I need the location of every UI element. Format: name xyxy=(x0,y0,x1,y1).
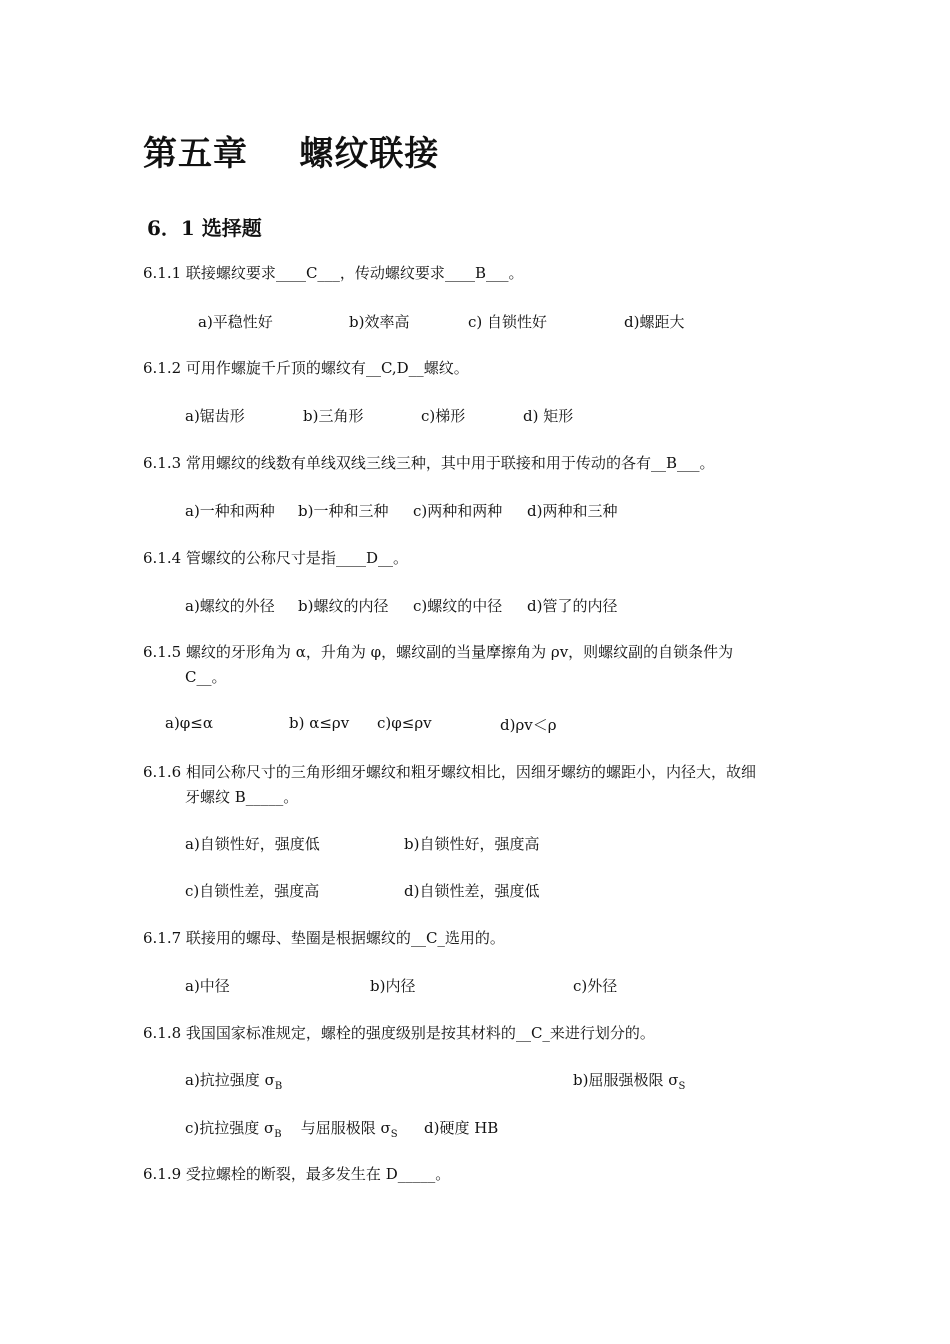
option-d: d)硬度 HB xyxy=(424,1119,499,1137)
question-6-1-5: 6.1.5 螺纹的牙形角为 α，升角为 φ，螺纹副的当量摩擦角为 ρv，则螺纹副的自锁条件为 xyxy=(143,643,734,661)
option-c: c)外径 xyxy=(573,977,618,995)
option-a: a)自锁性好，强度低 xyxy=(185,835,320,853)
option-a: a)平稳性好 xyxy=(198,313,273,331)
option-c: c)φ≤ρv xyxy=(377,714,432,732)
question-6-1-7: 6.1.7 联接用的螺母、垫圈是根据螺纹的__C_选用的。 xyxy=(143,929,505,947)
question-6-1-6-cont: 牙螺纹 B_____。 xyxy=(185,788,299,806)
option-c: c)抗拉强度 $\sigma_B$ 与屈服极限 $\sigma_S$ xyxy=(185,1119,398,1140)
option-b: b)三角形 xyxy=(303,407,364,425)
option-d: d)两种和三种 xyxy=(527,502,618,520)
answer-blank: _____ xyxy=(245,788,284,806)
option-a: a)中径 xyxy=(185,977,230,995)
option-a: a)φ≤α xyxy=(165,714,213,732)
answer-blank: ____C___ xyxy=(275,264,340,282)
answer-blank: ____D__ xyxy=(335,549,393,567)
question-6-1-8: 6.1.8 我国国家标准规定，螺栓的强度级别是按其材料的__C_来进行划分的。 xyxy=(143,1024,655,1042)
option-d: d)管了的内径 xyxy=(527,597,618,615)
option-b: b)屈服强极限 $\sigma_S$ xyxy=(573,1071,686,1092)
answer-blank: C__ xyxy=(185,668,212,686)
option-a: a)锯齿形 xyxy=(185,407,245,425)
chapter-title: 第五章 螺纹联接 xyxy=(143,134,440,174)
option-b: b) α≤ρv xyxy=(289,714,350,732)
option-d: d)自锁性差，强度低 xyxy=(404,882,540,900)
question-6-1-4: 6.1.4 管螺纹的公称尺寸是指____D__。 xyxy=(143,549,408,567)
option-c: c)自锁性差，强度高 xyxy=(185,882,320,900)
question-6-1-6: 6.1.6 相同公称尺寸的三角形细牙螺纹和粗牙螺纹相比，因细牙螺纺的螺距小，内径大，故细 xyxy=(143,763,756,781)
section-heading: 6．1 选择题 xyxy=(147,216,262,240)
question-6-1-1: 6.1.1 联接螺纹要求____C___，传动螺纹要求____B___。 xyxy=(143,264,524,282)
answer-blank: ____B___ xyxy=(444,264,509,282)
question-6-1-2: 6.1.2 可用作螺旋千斤顶的螺纹有__C,D__螺纹。 xyxy=(143,359,469,377)
option-b: b)内径 xyxy=(370,977,416,995)
answer-blank: _____ xyxy=(397,1165,436,1183)
question-6-1-9: 6.1.9 受拉螺栓的断裂，最多发生在 D_____。 xyxy=(143,1165,451,1183)
answer-blank: __C,D__ xyxy=(365,359,424,377)
answer-blank: __C_ xyxy=(410,929,445,947)
option-d: d) 矩形 xyxy=(523,407,574,425)
answer-blank: __C_ xyxy=(515,1024,550,1042)
option-d: d)ρv＜ρ xyxy=(500,716,557,734)
option-b: b)效率高 xyxy=(349,313,410,331)
option-c: c)螺纹的中径 xyxy=(413,597,503,615)
option-a: a)抗拉强度 $\sigma_B$ xyxy=(185,1071,283,1092)
option-a: a)螺纹的外径 xyxy=(185,597,275,615)
option-a: a)一种和两种 xyxy=(185,502,275,520)
option-c: c)梯形 xyxy=(421,407,466,425)
option-d: d)螺距大 xyxy=(624,313,685,331)
question-6-1-3: 6.1.3 常用螺纹的线数有单线双线三线三种，其中用于联接和用于传动的各有__B___。 xyxy=(143,454,715,472)
option-c: c)两种和两种 xyxy=(413,502,503,520)
option-b: b)螺纹的内径 xyxy=(298,597,389,615)
question-6-1-5-cont: C__。 xyxy=(185,668,227,686)
option-b: b)自锁性好，强度高 xyxy=(404,835,540,853)
answer-blank: __B___ xyxy=(650,454,700,472)
option-c: c) 自锁性好 xyxy=(468,313,548,331)
option-b: b)一种和三种 xyxy=(298,502,389,520)
